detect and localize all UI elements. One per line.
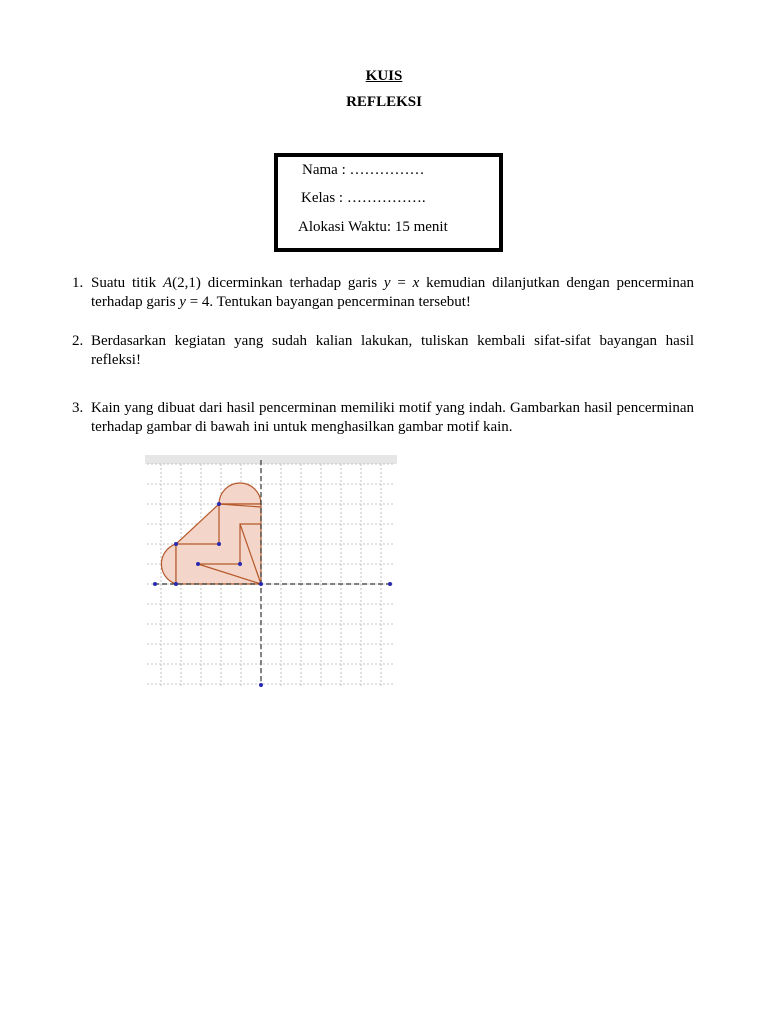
motif-shape — [161, 483, 261, 584]
vertex-point — [217, 542, 221, 546]
quiz-subtitle: REFLEKSI — [346, 94, 422, 110]
question-1 — [72, 274, 694, 312]
time-allocation-line: Alokasi Waktu: 15 menit — [298, 219, 448, 235]
name-line: Nama : …………… — [302, 162, 425, 178]
question-2 — [72, 332, 694, 370]
vertex-point — [217, 502, 221, 506]
vertex-point — [174, 582, 178, 586]
axis-endpoint — [153, 582, 157, 586]
vertex-point — [174, 542, 178, 546]
student-identity-box — [274, 153, 503, 252]
question-number: 2. — [72, 333, 84, 349]
question-3 — [72, 399, 694, 437]
axis-endpoint — [259, 683, 263, 687]
question-number: 1. — [72, 275, 84, 291]
vertex-point — [196, 562, 200, 566]
vertex-points — [153, 502, 392, 687]
question-number: 3. — [72, 400, 84, 416]
top-semicircle — [219, 483, 261, 504]
left-semicircle — [161, 544, 176, 584]
vertex-point — [238, 562, 242, 566]
axis-endpoint — [388, 582, 392, 586]
vertex-point — [259, 582, 263, 586]
question-text: Suatu titik A(2,1) dicerminkan terhadap garis y = x kemudian dilanjutkan dengan pencerminan terhadap garis y = 4. Tentukan bayangan pencerminan tersebut! — [91, 275, 694, 310]
question-text: Berdasarkan kegiatan yang sudah kalian lakukan, tuliskan kembali sifat-sifat bayangan hasil refleksi! — [91, 333, 694, 368]
quiz-title: KUIS — [365, 68, 403, 84]
motif-grid-figure — [145, 455, 397, 691]
question-text: Kain yang dibuat dari hasil pencerminan memiliki motif yang indah. Gambarkan hasil pencerminan terhadap gambar di bawah ini untuk menghasilkan gambar motif kain. — [91, 400, 694, 435]
figure-header-band — [145, 455, 397, 464]
class-line: Kelas : ……………. — [301, 190, 426, 206]
